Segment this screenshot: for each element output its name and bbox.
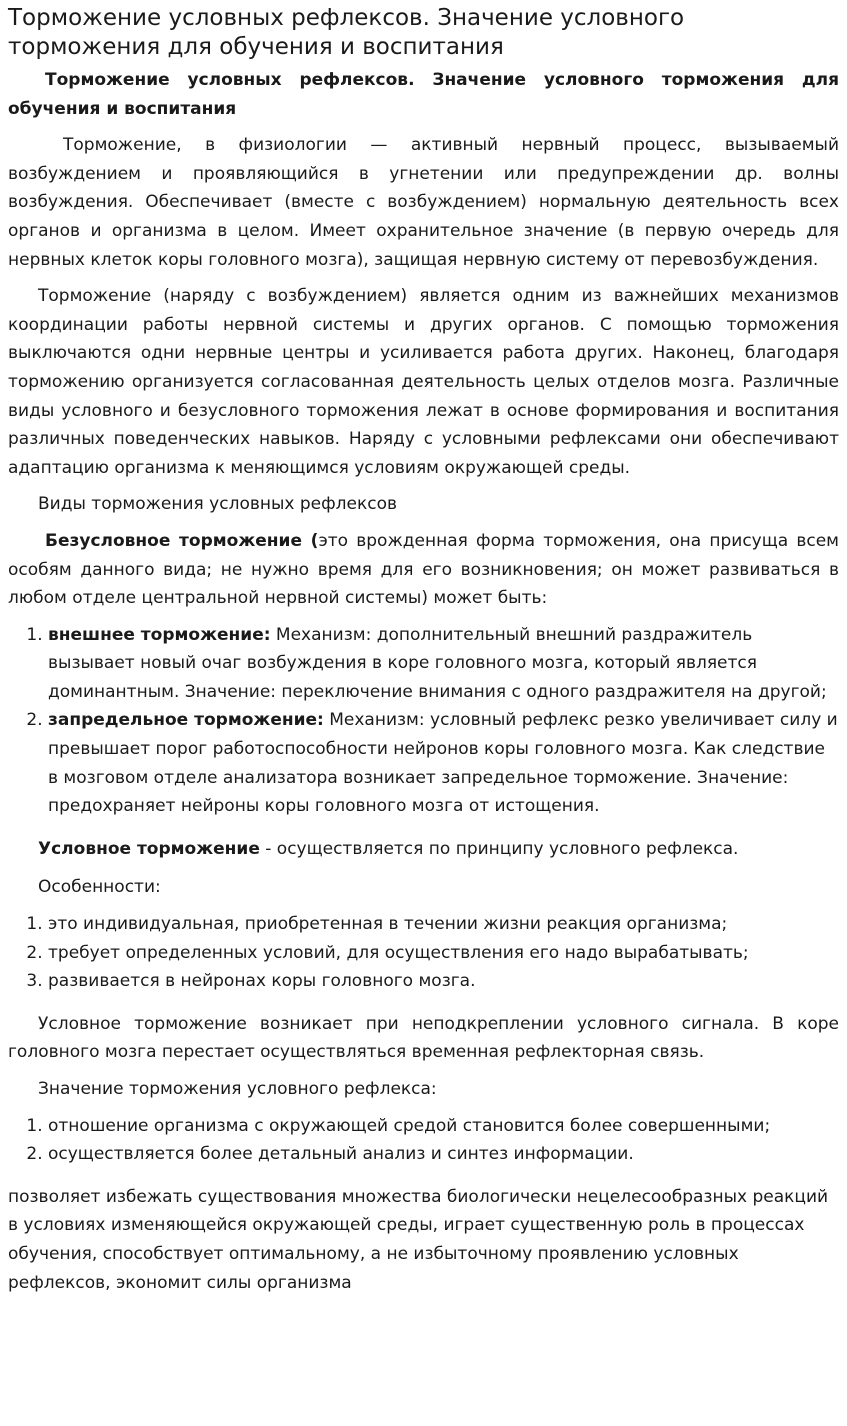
unconditioned-list — [8, 621, 839, 821]
paragraph-conditioned — [8, 835, 839, 864]
list-item-term: внешнее торможение: — [48, 624, 271, 645]
conditioned-description: - осуществляется по принципу условного рефлекса. — [259, 838, 739, 859]
list-item — [48, 621, 839, 707]
article-heading: Торможение условных рефлексов. Значение условного торможения для обучения и воспитания — [8, 70, 839, 119]
list-item-text: Механизм: дополнительный внешний раздражитель вызывает новый очаг возбуждения в коре головного мозга, который является доминантным. Значение: переключение внимания с одного раздражителя на другой; — [48, 624, 827, 702]
paragraph-final: позволяет избежать существования множества биологически нецелесообразных реакций в условиях изменяющейся окружающей среды, играет существенную роль в процессах обучения, способствует оптимальному, а не избыточному проявлению условных рефлексов, экономит силы организма — [8, 1186, 829, 1293]
list-item: 2. требует определенных условий, для осуществления его надо вырабатывать; — [48, 939, 839, 968]
significance-list — [8, 1112, 839, 1169]
features-heading: Особенности: — [38, 877, 161, 898]
list-item — [48, 706, 839, 820]
unconditioned-description: это врожденная форма торможения, она присуща всем особям данного вида; не нужно время для его возникновения; он может развиваться в любом отделе центральной нервной системы) может быть: — [8, 530, 839, 609]
list-item: 1. это индивидуальная, приобретенная в течении жизни реакция организма; — [48, 910, 839, 939]
page-title: Торможение условных рефлексов. Значение условного торможения для обучения и воспитания — [8, 5, 685, 60]
features-list — [8, 910, 839, 996]
conditioned-term: Условное торможение — [38, 838, 260, 859]
paragraph-coordination: Торможение (наряду с возбуждением) является одним из важнейших механизмов координации работы нервной системы и других органов. С помощью торможения выключаются одни нервные центры и усиливается работа других. Наконец, благодаря торможению организуется согласованная деятельность целых отделов мозга. Различные виды условного и безусловного торможения лежат в основе формирования и воспитания различных поведенческих навыков. Наряду с условными рефлексами они обеспечивают адаптацию организма к меняющимся условиям окружающей среды. — [8, 286, 839, 478]
list-item: 2. осуществляется более детальный анализ и синтез информации. — [48, 1140, 839, 1169]
list-item-term: запредельное торможение: — [48, 710, 324, 731]
paragraph-definition: Торможение, в физиологии — активный нервный процесс, вызываемый возбуждением и проявляющийся в угнетении или предупреждении др. волны возбуждения. Обеспечивает (вместе с возбуждением) нормальную деятельность всех органов и организма в целом. Имеет охранительное значение (в первую очередь для нервных клеток коры головного мозга), защищая нервную систему от перевозбуждения. — [8, 135, 839, 270]
list-item-text: Механизм: условный рефлекс резко увеличивает силу и превышает порог работоспособности нейронов коры головного мозга. Как следствие в мозговом отделе анализатора возникает запредельное торможение. Значение: предохраняет нейроны коры головного мозга от истощения. — [48, 710, 838, 817]
types-heading: Виды торможения условных рефлексов — [38, 494, 398, 515]
paragraph-unconditioned — [8, 527, 839, 613]
paragraph-conditioned-occurs: Условное торможение возникает при неподкреплении условного сигнала. В коре головного мозга перестает осуществляться временная рефлекторная связь. — [8, 1013, 839, 1063]
list-item: 3. развивается в нейронах коры головного мозга. — [48, 967, 839, 996]
list-item: 1. отношение организма с окружающей средой становится более совершенными; — [48, 1112, 839, 1141]
significance-heading: Значение торможения условного рефлекса: — [38, 1079, 437, 1099]
unconditioned-term: Безусловное торможение ( — [45, 530, 319, 551]
